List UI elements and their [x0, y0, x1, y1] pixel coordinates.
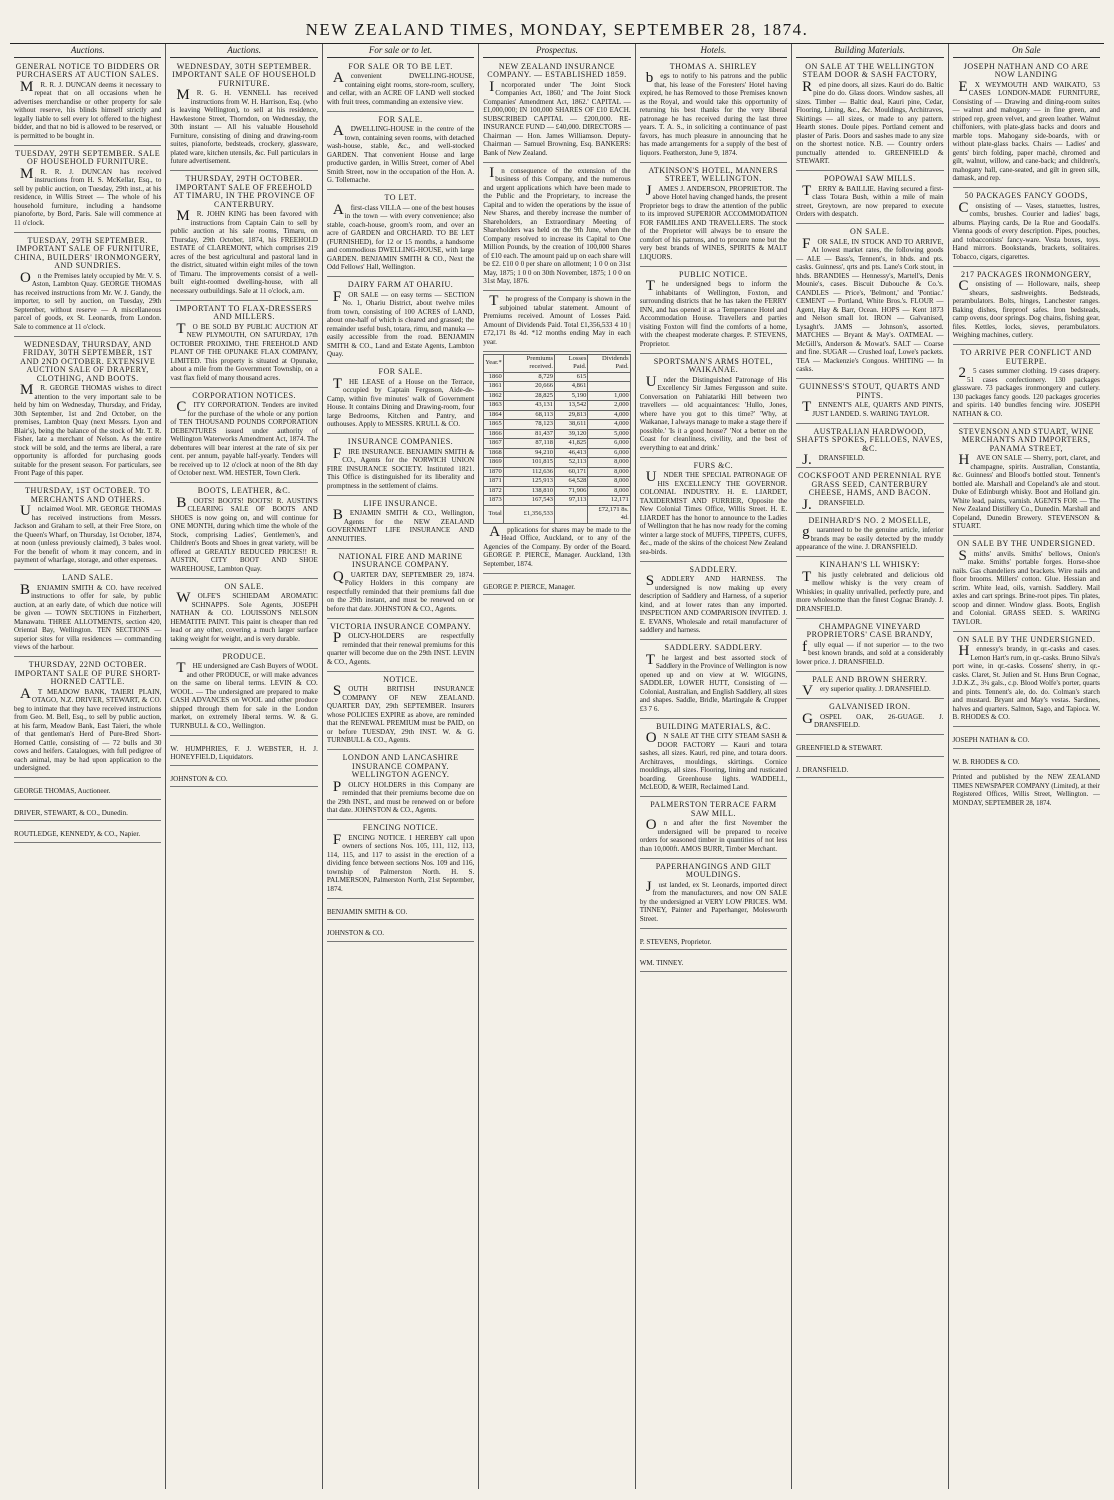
advertisement [796, 701, 943, 735]
advertisement [483, 61, 630, 163]
column-heading: Auctions. [170, 44, 317, 58]
ad-body: QUARTER DAY, SEPTEMBER 29, 1874. Policy Holders in this company are respectfully reminded that their premiums fall due on the 29th instant, and must be renewed on or before that date. JOHNSTON & CO., Agents. [326, 568, 475, 613]
table-cell: 1863 [484, 401, 504, 411]
advertisement [14, 339, 161, 484]
ad-title: LAND SALE. [62, 573, 114, 582]
advertisement [953, 61, 1100, 189]
ad-title: TO LET. [384, 193, 417, 202]
advertisement [796, 381, 943, 424]
table-cell: 94,210 [503, 448, 554, 458]
advertisement [640, 165, 787, 267]
ad-title: ON SALE BY THE UNDERSIGNED. [957, 634, 1096, 644]
table-cell: £72,171 8s. 4d. [588, 505, 630, 523]
table-row [484, 477, 630, 487]
table-cell: 68,113 [503, 410, 554, 420]
table-cell: 5,190 [555, 391, 588, 401]
advertisement [14, 659, 161, 778]
table-row [484, 448, 630, 458]
ad-body: BOOTS! BOOTS! BOOTS! R. AUSTIN'S CLEARING SALE OF BOOTS AND SHOES is now going on, and will continue for ONE MONTH, during which time the whole of the Stock, comprising Ladies', Gentlemen's, and Children's Boots and Shoes in great variety, will be offered at GREATLY REDUCED PRICES!! R. AUSTIN, CITY BOOT AND SHOE WAREHOUSE, Lambton Quay. [170, 494, 318, 573]
advertisement [14, 485, 161, 570]
signature: JOHNSTON & CO. [170, 773, 317, 788]
ad-body: GOSPEL OAK, 26-GUAGE. J. DRANSFIELD. [802, 710, 944, 729]
advertisement [640, 356, 787, 458]
signature: ROUTLEDGE, KENNEDY, & CO., Napier. [14, 828, 161, 843]
ad-title: SADDLERY. [689, 564, 738, 574]
table-cell: 4,861 [555, 382, 588, 392]
advertisement [327, 192, 474, 277]
advertisement [170, 173, 317, 301]
table-cell: 8,000 [588, 467, 630, 477]
advertisement [640, 642, 787, 719]
ad-title: PALE AND BROWN SHERRY. [812, 674, 928, 684]
table-cell: 12,171 [588, 496, 630, 506]
ad-title: WEDNESDAY, THURSDAY, AND FRIDAY, 30TH SEPTEMBER, 1ST AND 2ND OCTOBER. EXTENSIVE AUCTION SALE OF DRAPERY, CLOTHING, AND BOOTS. [20, 339, 156, 383]
ad-body: Consisting of — Holloware, nails, sheep shears, sashweights. Bedsteads, perambulators. Bolts, hinges, Lanchester ranges. Baking dishes, fireproof safes. Iron bedsteads, camp ovens, door springs. Dog chains, fishing gear, files. Kettles, locks, sieves, perambulators. Weighing machines, cutlery. [952, 278, 1100, 339]
ad-title: ON SALE BY THE UNDERSIGNED. [957, 539, 1096, 548]
column-4 [478, 44, 634, 1489]
table-cell: 78,123 [503, 420, 554, 430]
advertisement [327, 674, 474, 751]
ad-body: The undersigned begs to inform the inhabitants of Wellington, Foxton, and surrounding districts that he has taken the FERRY INN, and has opened it as a Temperance Hotel and Accommodation House. Travellers and parties visiting Foxton will find the comforts of a home, with the cheapest moderate charges. P. STEVENS, Proprietor. [639, 278, 788, 348]
table-cell: 167,543 [503, 496, 554, 506]
advertisement [953, 426, 1100, 537]
table-cell: 138,810 [503, 486, 554, 496]
advertisement [953, 538, 1100, 632]
advertisement [640, 721, 787, 798]
signature: WM. TINNEY. [640, 957, 787, 972]
ad-body: BENJAMIN SMITH & CO. have received instructions to offer for sale, by public auction, at an early date, of which due notice will be given — TOWN SECTIONS in Fitzherbert, Manawatu. THREE ALLOTMENTS, section 420, Oriental Bay, Wellington. TEN SECTIONS — superior sites for villa residences — commanding views of the harbour. [14, 581, 162, 651]
table-cell [555, 505, 588, 523]
ad-body: FOR SALE — on easy terms — SECTION No. 1, Ohariu District, about twelve miles from town, consisting of 100 ACRES of LAND, about one-half of which is cleared and grassed; the remainder useful bush, totara, rimu, and manuka — easily accessible from the road. BENJAMIN SMITH & CO., Land and Estate Agents, Lambton Quay. [326, 288, 475, 358]
column-3 [322, 44, 478, 1489]
table-cell: Total [484, 505, 504, 523]
table-cell: 38,611 [555, 420, 588, 430]
signature: GEORGE P. PIERCE, Manager. [483, 581, 630, 596]
ad-body: The progress of the Company is shown in the subjoined tabular statement. Amount of Premiums received. Amount of Losses Paid. Amount of Dividends Paid. Total £1,356,533 4 10 | £72,171 8s 4d. *12 months ending May in each year. [483, 293, 631, 346]
table-cell: 71,906 [555, 486, 588, 496]
table-cell: 6,000 [588, 448, 630, 458]
ad-body: Under the Distinguished Patronage of His Excellency Sir James Fergusson and suite. Conversation on Pahiatariki Hill between two travellers — old acquaintances: 'Hullo, Jones, where have you got to this time?' 'Why, at Waikanae, I always manage to make a stage there if possible.' 'Is it a good house?' 'Not a better on the Coast for cleanliness, civility, and the best of everything to eat and drink.' [639, 373, 788, 452]
ad-body: Very superior quality. J. DRANSFIELD. [802, 683, 931, 699]
ad-body: TO BE SOLD BY PUBLIC AUCTION AT NEW PLYMOUTH, ON SATURDAY, 17th OCTOBER PROXIMO, THE FREEHOLD AND PLANT OF THE OPUNAKE FLAX COMPANY, LIMITED. This property is situated at Opunake, about a mile from the Government Township, on a vast flax field of many thousand acres. [170, 320, 318, 382]
ad-body: Aconvenient DWELLING-HOUSE, containing eight rooms, store-room, scullery, and cellar, with an ACRE OF LAND well stocked with fruit trees, commanding an extensive view. [326, 70, 475, 106]
ad-body: FOR SALE, IN STOCK AND TO ARRIVE, At lowest market rates, the following goods — ALE — Bass's, Tennent's, in hhds. and pts. casks. Guinness', qrts and pts. Lane's Cork stout, in hhds. BRANDIES — Hennessy's, Martell's, Denis Mounie's, cases. Biscuit Dubouche & Co.'s. CANDLES — Price's, 'Belmont,' and 'Pontiac.' CEMENT — Portland, White Bros.'s. FLOUR — Agent, Hay & Barr, Ocean. HOPS — Kent 1873 and Nelson small lot. IRON — Galvanised, Lysaght's. JAMS — Johnson's, assorted. MATCHES — Bryant & May's. OATMEAL — McGill's, Anderson & Mowat's. SALT — Coarse and fine. SUGAR — Crushed loaf, Lowe's packets. TEA — Mackenzie's Congous. WHITING — In casks. [796, 235, 944, 373]
ad-title: PAPERHANGINGS AND GILT MOULDINGS. [655, 861, 772, 879]
table-cell: 4,000 [588, 420, 630, 430]
ad-title: PRODUCE. [222, 651, 266, 661]
ad-body: Hennessy's brandy, in qr.-casks and cases. Lemon Hart's rum, in qr.-casks. Bruno Silva's port wine, in qr.-casks. Cossens' sherry, in qr.-casks. Claret, St. Julien and St. Huns Brun Cognac, J.D.K.Z., 3¼ gals., c.p. Blood Wolfe's porter, quarts and pints. Tennent's ale, do. do. Colman's starch and mustard. Bryant and May's vestas. Sardines, halves and quarters. Salmon, Sago, and Tapioca. W. B. RHODES & CO. [952, 643, 1100, 721]
ad-title: 50 PACKAGES FANCY GOODS, [964, 191, 1088, 200]
ad-body: POLICY-HOLDERS are respectfully reminded that their renewal premiums for this quarter will become due on the 29th INST. LEVIN & CO., Agents. [326, 630, 475, 666]
ad-title: GALVANISED IRON. [829, 702, 911, 711]
table-cell: 1869 [484, 458, 504, 468]
ad-title: STEVENSON AND STUART, WINE MERCHANTS AND IMPORTERS, PANAMA STREET, [958, 426, 1094, 453]
ad-title: AUSTRALIAN HARDWOOD, SHAFTS SPOKES, FELLOES, NAVES, &C. [796, 426, 944, 453]
ad-body: JAMES J. ANDERSON, PROPRIETOR. The above Hotel having changed hands, the present Proprietor begs to draw the attention of the public to its improved SUPERIOR ACCOMMODATION FOR FAMILIES AND TRAVELLERS. The stock of the Proprietor will always be to ensure the comfort of his patrons, and to procure none but the very best brands of WINES, SPIRITS & MALT LIQUORS. [639, 182, 788, 261]
table-cell: 8,000 [588, 458, 630, 468]
table-cell: 97,113 [555, 496, 588, 506]
advertisement [327, 498, 474, 549]
ad-title: THURSDAY, 22ND OCTOBER. IMPORTANT SALE OF PURE SHORT-HORNED CATTLE. [14, 660, 161, 686]
ad-body: THE undersigned are Cash Buyers of WOOL and other PRODUCE, or will make advances on the same on liberal terms. LEVIN & CO. WOOL. — The undersigned are prepared to make CASH ADVANCES on WOOL and other produce shipped through them for sale in the London market, on extremely liberal terms. W. & G. TURNBULL & CO., Wellington. [170, 660, 318, 730]
advertisement [327, 822, 474, 899]
table-cell: 8,000 [588, 477, 630, 487]
ad-title: NEW ZEALAND INSURANCE COMPANY. — ESTABLISHED 1859. [487, 61, 627, 79]
table-cell: 615 [555, 372, 588, 382]
table-row [484, 467, 630, 477]
ad-title: LIFE INSURANCE. [363, 498, 438, 508]
imprint-footer: Printed and published by the NEW ZEALAND TIMES NEWSPAPER COMPANY (Limited), at their Registered Offices, Willis Street, Wellington. — MONDAY, SEPTEMBER 28, 1874. [952, 774, 1100, 807]
advertisement [796, 426, 943, 469]
advertisement [327, 114, 474, 191]
table-row [484, 410, 630, 420]
ad-body: MR. G. H. VENNELL has received instructions from W. H. Harrison, Esq. (who is leaving Wellington), to sell at his residence, Hawkestone Street, Thorndon, on Wednesday, the 30th instant — All his valuable Household Furniture, consisting of dining and drawing-room suites, pianoforte, bedsteads, crockery, glassware, plated ware, kitchen utensils, &c. Full particulars in future advertisement. [170, 87, 318, 165]
ad-title: VICTORIA INSURANCE COMPANY. [329, 621, 472, 631]
table-cell: 1862 [484, 391, 504, 401]
ad-body: AT MEADOW BANK, TAIERI PLAIN, OTAGO, N.Z. DRIVER, STEWART, & CO. beg to intimate that they have received instructions from Geo. M. Bell, Esq., to sell by public auction, at his farm, Meadow Bank, East Taieri, the whole of that gentleman's Herd of Pure-Bred Short-Horned Cattle, consisting of — 72 bulls and 30 cows and heifers. Catalogues, with full pedigree of each animal, may be had upon application to the undersigned. [14, 685, 162, 772]
table-header: Year.* [484, 354, 504, 372]
table-cell: 41,825 [555, 439, 588, 449]
ad-body: FIRE INSURANCE. BENJAMIN SMITH & CO., Agents for the NORWICH UNION FIRE INSURANCE SOCIETY. Instituted 1821. This Office is distinguished for its liberality and promptness in the settlement of claims. [326, 445, 475, 490]
newspaper-page [10, 6, 1104, 1490]
advertisement [796, 61, 943, 172]
ad-title: DEINHARD'S NO. 2 MOSELLE, [808, 515, 932, 525]
ad-body: UNDER THE SPECIAL PATRONAGE OF HIS EXCELLENCY THE GOVERNOR. COLONIAL INDUSTRY. H. E. LIARDET, TAXIDERMIST AND FURRIER, Opposite the New Colonial Times Office, Willis Street. H. E. LIARDET has the honor to announce to the Ladies of Wellington that he has now ready for the coming winter a large stock of MUFFS, TIPPETS, CUFFS, &c., made of the skins of the choicest New Zealand sea-birds. [639, 469, 788, 556]
advertisement [170, 651, 317, 736]
table-cell: 1865 [484, 420, 504, 430]
advertisement [327, 366, 474, 434]
table-row [484, 486, 630, 496]
column-1 [10, 44, 165, 1489]
signature: JOHNSTON & CO. [327, 927, 474, 942]
ad-title: DAIRY FARM AT OHARIU. [347, 280, 454, 289]
ad-body: ON SALE AT THE CITY STEAM SASH & DOOR FACTORY — Kauri and totara sashes, all sizes. Kauri, red pine, and totara doors. Architraves, mouldings, skirtings. Cornice mouldings, all sizes. Flooring, lining and rusticated boarding. Greenhouse lights. WADDELL, McLEOD, & WEIR, Reclaimed Land. [639, 730, 788, 791]
ad-body: FENCING NOTICE. I HEREBY call upon owners of sections Nos. 105, 111, 112, 113, 114, 115, and 117 to assist in the erection of a dividing fence between sections Nos. 109 and 116, township of Palmerston North. H. S. PALMERSON, Palmerston North, 21st September, 1874. [326, 831, 475, 893]
advertisement [953, 634, 1100, 728]
column-heading: For sale or to let. [327, 44, 474, 58]
table-row [484, 420, 630, 430]
table-cell: £1,356,533 [503, 505, 554, 523]
advertisement [640, 861, 787, 929]
ad-body: TENNENT'S ALE, QUARTS AND PINTS, JUST LANDED. S. WARING TAYLOR. [802, 399, 944, 418]
table-cell: 64,528 [555, 477, 588, 487]
table-row [484, 401, 630, 411]
ad-body: Unclaimed Wool. MR. GEORGE THOMAS has received instructions from Messrs. Jackson and Graham to sell, at their Free Store, on the Queen's Wharf, on Thursday, 1st October, 1874, at noon (unless previously claimed), 3 bales wool. For the benefit of whom it may concern, and in payment of wharfage, storage, and other expenses. [14, 503, 162, 564]
table-cell: 87,118 [503, 439, 554, 449]
column-heading: Building Materials. [796, 44, 943, 58]
table-row [484, 496, 630, 506]
ad-title: NATIONAL FIRE AND MARINE INSURANCE COMPANY. [338, 551, 463, 569]
table-cell: 1870 [484, 467, 504, 477]
table-cell: 4,000 [588, 410, 630, 420]
ad-title: ATKINSON'S HOTEL, MANNERS STREET, WELLINGTON. [648, 165, 779, 183]
masthead [10, 6, 1104, 44]
advertisement [953, 269, 1100, 346]
ad-title: 217 PACKAGES IRONMONGERY, [960, 269, 1092, 279]
table-cell: 1867 [484, 439, 504, 449]
table-cell: 1873 [484, 496, 504, 506]
advertisement [796, 173, 943, 224]
ad-body: POLICY HOLDERS in this Company are reminded that their premiums become due on the 29th INST., and must be renewed on or before that date. JOHNSTON & CO., Agents. [326, 778, 475, 814]
advertisement [953, 190, 1100, 267]
masthead-title: NEW ZEALAND TIMES, MONDAY, SEPTEMBER 28, 1874. [305, 20, 809, 39]
signature: DRIVER, STEWART, & CO., Dunedin. [14, 807, 161, 822]
advertisement [327, 279, 474, 364]
signature: BENJAMIN SMITH & CO. [327, 906, 474, 921]
table-cell: 29,813 [555, 410, 588, 420]
table-cell: 8,000 [588, 486, 630, 496]
table-cell: 2,000 [588, 401, 630, 411]
advertisement [170, 303, 317, 388]
ad-body: J.DRANSFIELD. [802, 496, 865, 513]
ad-title: COCKSFOOT AND PERENNIAL RYE GRASS SEED, CANTERBURY CHEESE, HAMS, AND BACON. [798, 471, 942, 497]
table-cell: 6,000 [588, 439, 630, 449]
table-cell: 60,171 [555, 467, 588, 477]
advertisement [483, 293, 630, 352]
progress-table [483, 354, 630, 524]
advertisement [327, 61, 474, 112]
ad-title: BOOTS, LEATHER, &C. [197, 486, 291, 495]
table-header: Premiums received. [503, 354, 554, 372]
advertisement [327, 551, 474, 619]
table-cell: 43,131 [503, 401, 554, 411]
ad-title: FURS &C. [693, 460, 734, 470]
table-cell: 8,729 [503, 372, 554, 382]
ad-title: GENERAL NOTICE TO BIDDERS OR PURCHASERS AT AUCTION SALES. [15, 61, 160, 79]
ad-title: TO ARRIVE PER CONFLICT AND EUTERPE. [960, 348, 1092, 366]
ad-title: TUESDAY, 29TH SEPTEMBER. SALE OF HOUSEHOLD FURNITURE. [15, 148, 161, 166]
advertisement [170, 61, 317, 172]
table-row [484, 439, 630, 449]
advertisement [327, 436, 474, 496]
ad-title: NOTICE. [383, 674, 418, 684]
ad-body: This justly celebrated and delicious old mellow whisky is the very cream of Whiskies; in quality unrivalled, perfectly pure, and more wholesome than the finest Cognac Brandy. J. DRANSFIELD. [796, 568, 944, 613]
ad-body: Just landed, ex St. Leonards, imported direct from the manufacturers, and now ON SALE by the undersigned at VERY LOW PRICES. WM. TINNEY, Painter and Paperhanger, Molesworth Street. [639, 878, 788, 923]
ad-body: EX WEYMOUTH AND WAIKATO, 53 CASES LONDON-MADE FURNITURE, Consisting of — Drawing and dining-room suites — walnut and mahogany — in fine green, and striped rep, green velvet, and green leather. Walnut chiffoniers, with plate-glass backs and doors and marble tops. Mahogany side-boards, with or without plate-glass backs. Chairs — Ladies' and gents' birch folding, paper machè, chromed and gilt, walnut, willow, and cane-back; and children's, mahogany hall, cane-seated, and gilt in green silk, damask, and rep. [952, 78, 1100, 182]
ad-title: THOMAS A. SHIRLEY [669, 61, 758, 71]
ad-body: Applications for shares may be made to the Head Office, Auckland, or to any of the Agencies of the Company. By order of the Board. GEORGE P. PIERCE, Manager. Auckland, 13th September, 1874. [483, 523, 631, 568]
ad-body: On and after the first November the undersigned will be prepared to receive orders for seasoned timber in quantities of not less than 10,000ft. AMOS BURR, Timber Merchant. [639, 817, 788, 853]
table-row [484, 391, 630, 401]
advertisement [14, 235, 161, 337]
table-cell [588, 382, 630, 392]
table-cell: 39,120 [555, 429, 588, 439]
table-row [484, 505, 630, 523]
ad-title: JOSEPH NATHAN AND CO ARE NOW LANDING [963, 61, 1089, 79]
table-cell: 13,542 [555, 401, 588, 411]
table-row [484, 372, 630, 382]
ad-body: 25 cases summer clothing. 19 cases drapery. 51 cases confectionery. 130 packages glassware. 73 packages ironmongery and cutlery. 130 packages fancy goods. 120 packages groceries and spirits. 140 bundles fencing wire. JOSEPH NATHAN & CO. [952, 365, 1100, 418]
advertisement [796, 470, 943, 513]
ad-body: Smiths' anvils. Smiths' bellows, Onion's make. Smiths' portable forges. Horse-shoe nails. Gas chandeliers and brackets. Wire nails and floor brooms. Millers' cotton. Glue. Hessian and scrim. White lead, oils, varnish. Saddlery. Mail axles and cart springs. Brine-root pipes. Tin plates, scoop and dinner. Window glass. Boots, English and Colonial. GRASS SEED. S. WARING TAYLOR. [952, 547, 1100, 626]
ad-title: SPORTSMAN'S ARMS HOTEL, WAIKANAE. [653, 356, 774, 374]
advertisement [796, 674, 943, 700]
ad-title: ON SALE AT THE WELLINGTON STEAM DOOR & SASH FACTORY, [802, 61, 938, 79]
table-cell: 1872 [484, 486, 504, 496]
table-cell: 1868 [484, 448, 504, 458]
column-heading: Hotels. [640, 44, 787, 58]
table-cell: 125,913 [503, 477, 554, 487]
ad-body: MR. GEORGE THOMAS wishes to direct attention to the very important sale to be held by him on Wednesday, Thursday, and Friday, 30th September, 1st and 2nd October, on the premises, Lambton Quay (next Messrs. Lyon and Blair's), being the balance of the stock of Mr. T. R. Fisher, late a merchant of Nelson. As the entire stock will be sold, and the terms are liberal, a rare opportunity is afforded for purchasing goods suitable for the present season. For particulars, see Front Page of this paper. [14, 382, 162, 477]
advertisement [796, 559, 943, 619]
advertisement [796, 621, 943, 672]
ad-body: THE LEASE of a House on the Terrace, occupied by Captain Ferguson, Aide-de-Camp, within five minutes' walk of Government House. It contains Dining and Drawing-room, four large Bedrooms, Kitchen and Pantry, and outhouses. Apply to MESSRS. KRULL & CO. [326, 375, 475, 428]
ad-body: CITY CORPORATION. Tenders are invited for the purchase of the whole or any portion of TEN THOUSAND POUNDS CORPORATION DEBENTURES issued under authority of Wellington Waterworks Amendment Act, 1874. The debentures will bear interest at the rate of six per cent. per annum, payable half-yearly. Tenders will be received up to 12 o'clock at noon of the 8th day of October next. WM. HESTER, Town Clerk. [170, 399, 318, 477]
ad-body: begs to notify to his patrons and the public that, his lease of the Foresters' Hotel having expired, he has Removed to those Premises known as the Royal, and would take this opportunity of returning his best thanks for the very liberal patronage he has received during the last three years. T. A. S., in soliciting a continuance of past favors, has much pleasure in announcing that he has made arrangements for a supply of the best of liquors. Featherston, June 9, 1874. [639, 70, 788, 157]
ad-title: FENCING NOTICE. [362, 823, 439, 832]
ad-title: TUESDAY, 29TH SEPTEMBER. IMPORTANT SALE OF FURNITURE, CHINA, BUILDERS' IRONMONGERY, AND SUNDRIES. [14, 235, 162, 270]
ad-body: J.DRANSFIELD. [802, 452, 865, 468]
advertisement [953, 347, 1100, 424]
advertisement [640, 460, 787, 562]
table-cell: 101,815 [503, 458, 554, 468]
table-header: Losses Paid. [555, 354, 588, 372]
table-cell: 52,113 [555, 458, 588, 468]
ad-body: In consequence of the extension of the business of this Company, and the numerous and urgent applications which have been made to the Public and the Proprietary, to increase the Capital and to widen the operations by the issue of New Shares, and thereby increase the number of Shareholders, an Extraordinary Meeting of Shareholders was held on the 9th June, when the Company resolved to increase its Capital to One Million Pounds, by the creation of 100,000 Shares of £10 each. The amount paid up on each share will be £2. £10 0 0 per share on allotment; 1 0 0 on 31st May, 1875; 1 0 0 on 30th November, 1875; 1 0 0 on 31st May, 1876. [483, 164, 631, 285]
ad-title: PALMERSTON TERRACE FARM SAW MILL. [650, 800, 777, 818]
ad-title: INSURANCE COMPANIES. [347, 437, 454, 446]
ad-body: SOUTH BRITISH INSURANCE COMPANY OF NEW ZEALAND. QUARTER DAY, 29th SEPTEMBER. Insurers whose POLICIES EXPIRE as above, are reminded that the RENEWAL PREMIUM must be PAID, on or before TUESDAY, 29th INST. W. & G. TURNBULL & CO., Agents. [326, 683, 475, 744]
advertisement [640, 269, 787, 354]
advertisement [327, 752, 474, 820]
table-cell: 1,000 [588, 391, 630, 401]
column-heading: Prospectus. [483, 44, 630, 58]
ad-body: Incorporated under 'The Joint Stock Companies Act, 1860,' and 'The Joint Stock Companies' Amendment Act, 1862.' CAPITAL — £1,000,000; IN 100,000 SHARES OF £10 EACH. SUBSCRIBED CAPITAL — £200,000. RE-INSURANCE FUND — £40,000. DIRECTORS — Chairman — Hon. James Williamson. Deputy-Chairman — Samuel Browning, Esq. BANKERS: Bank of New Zealand. [483, 78, 631, 157]
table-header: Dividends Paid. [588, 354, 630, 372]
column-5 [635, 44, 791, 1489]
ad-title: THURSDAY, 29TH OCTOBER. IMPORTANT SALE OF FREEHOLD AT TIMARU, IN THE PROVINCE OF CANTERBURY. [173, 174, 315, 209]
signature: W. B. RHODES & CO. [953, 756, 1100, 771]
ad-title: WEDNESDAY, 30TH SEPTEMBER. IMPORTANT SALE OF HOUSEHOLD FURNITURE. [172, 61, 317, 88]
ad-title: CHAMPAGNE VINEYARD PROPRIETORS' CASE BRANDY, [806, 621, 933, 639]
advertisement [170, 581, 317, 649]
ad-body: MR. JOHN KING has been favored with instructions from Captain Cain to sell by public auction at his sale rooms, Timaru, on Thursday, 29th October, 1874, his FREEHOLD ESTATE of CLAREMONT, which comprises 219 acres of the best agricultural and pastoral land in the district, situated within eight miles of the town of Timaru. The improvements consist of a well-built eight-roomed dwelling-house, with all necessary outbuildings. Sale at 11 o'clock, a.m. [170, 208, 318, 295]
column-6 [791, 44, 947, 1489]
ad-title: ON SALE. [224, 581, 264, 591]
column-heading: Auctions. [14, 44, 161, 58]
ad-title: GUINNESS'S STOUT, QUARTS AND PINTS. [799, 382, 941, 400]
ad-title: PUBLIC NOTICE. [679, 269, 748, 279]
table-cell: 46,413 [555, 448, 588, 458]
ad-body: The largest and best assorted stock of Saddlery in the Province of Wellington is now opened up and on view at W. WIGGINS, SADDLER, LOWER HUTT, Consisting of — Colonial, Australian, and English Saddlery, all sizes and shapes. Saddle, Bridle, Martingale & Crupper £3 7 6. [639, 651, 788, 713]
table-cell: 1866 [484, 429, 504, 439]
table-row [484, 382, 630, 392]
advertisement [14, 61, 161, 146]
column-7 [948, 44, 1104, 1489]
advertisement [170, 390, 317, 484]
ad-title: BUILDING MATERIALS, &C. [656, 721, 771, 731]
advertisement [14, 572, 161, 657]
signature: GEORGE THOMAS, Auctioneer. [14, 785, 161, 800]
ad-title: LONDON AND LANCASHIRE INSURANCE COMPANY. WELLINGTON AGENCY. [342, 753, 459, 779]
table-cell: 1860 [484, 372, 504, 382]
table-row [484, 458, 630, 468]
ad-body: HAVE ON SALE — Sherry, port, claret, and champagne, spirits. Australian, Constantia, &c. Guinness' and Blood's bottled stout. Tennent's bottled ale. Marshall and Copeland's ale and stout. Duke of Edinburgh whisky. Boot and Holland gin. White lead, paints, varnish. AGENTS FOR — The New Zealand Distillery Co., Dunedin. Marshall and Copeland, Dunedin Brewery. STEVENSON & STUART. [952, 452, 1100, 530]
ad-body: MR. R. J. DUNCAN deems it necessary to repeat that on all occasions when he advertises merchandise or other property for sale without reserve, his blinds himself strictly and legally liable to sell every lot offered to the highest bidder, and that no bid is allowed to be reserved, or is permitted to be bought in. [14, 78, 162, 140]
ad-body: Afirst-class VILLA — one of the best houses in the town — with every convenience; also stable, coach-house, groom's room, and over an acre of GARDEN and ORCHARD. TO BE LET (FURNISHED), for 12 or 15 months, a handsome and commodious DWELLING-HOUSE, with large GARDEN. BENJAMIN SMITH & CO., Next the Odd Fellows' Hall, Wellington. [326, 201, 475, 271]
table-cell: 81,437 [503, 429, 554, 439]
ad-body: On the Premises lately occupied by Mr. V. S. Aston, Lambton Quay. GEORGE THOMAS has received instructions from Mr. W. J. Gandy, the importer, to sell by auction, on Tuesday, 29th September, without reserve — A miscellaneous parcel of goods, ex St. Leonards, from London. Sale to commence at 11 o'clock. [14, 269, 162, 331]
ad-title: ON SALE. [850, 227, 890, 236]
ad-body: TERRY & BAILLIE. Having secured a first-class Totara Bush, within a mile of main street, Greytown, are now prepared to execute Orders with despatch. [796, 182, 944, 218]
table-cell: 20,666 [503, 382, 554, 392]
table-row [484, 429, 630, 439]
advertisement [483, 165, 630, 292]
advertisement [327, 621, 474, 672]
table-cell: 28,825 [503, 391, 554, 401]
signature: J. DRANSFIELD. [796, 764, 943, 779]
ad-title: THURSDAY, 1ST OCTOBER. TO MERCHANTS AND OTHERS. [25, 486, 151, 504]
ad-body: WOLFE'S SCHIEDAM AROMATIC SCHNAPPS. Sole Agents, JOSEPH NATHAN & CO. LOUISSON'S NELSON HEMATITE PAINT. This paint is cheaper than red lead or any other, covering a much larger surface taking weight for weight, and is very durable. [170, 590, 318, 643]
advertisement [796, 515, 943, 558]
ad-title: CORPORATION NOTICES. [192, 390, 297, 400]
ad-body: BENJAMIN SMITH & CO., Wellington, Agents for the NEW ZEALAND GOVERNMENT LIFE INSURANCE AND ANNUITIES. [326, 507, 475, 543]
ad-body: fully equal — if not superior — to the two best known brands, and sold at a considerably lower price. J. DRANSFIELD. [796, 638, 944, 666]
ad-body: ADWELLING-HOUSE in the centre of the town, containing seven rooms, with detached wash-house, stable, &c., and well-stocked GARDEN. That convenient House and large productive garden, in Willis Street, corner of Abel Smith Street, now in the occupation of the Hon. A. G. Tollemache. [326, 123, 475, 184]
table-cell: 1871 [484, 477, 504, 487]
column-2 [165, 44, 321, 1489]
ad-body: Consisting of — Vases, statuettes, lustres, combs, brushes. Courier and ladies' bags, albums. Playing cards, De la Rue and Goodall's. Vienna goods of every description. Pipes, pouches, and tobacconists' fancy-ware. Vesta boxes, toys. Hand mirrors. Bookstands, brackets, solitaires. Tobacco, cigars, cigarettes. [952, 199, 1100, 261]
signature: W. HUMPHRIES, F. J. WEBSTER, H. J. HONEYFIELD, Liquidators. [170, 743, 317, 766]
ad-title: IMPORTANT TO FLAX-DRESSERS AND MILLERS. [176, 303, 313, 321]
ad-title: FOR SALE. [378, 114, 423, 124]
table-cell: 5,000 [588, 429, 630, 439]
ad-title: FOR SALE. [378, 367, 423, 376]
advertisement [640, 799, 787, 859]
advertisement [640, 61, 787, 163]
signature: P. STEVENS, Proprietor. [640, 936, 787, 951]
advertisement [14, 148, 161, 233]
ad-body: Red pine doors, all sizes. Kauri do do. Baltic pine do do. Glass doors. Window sashes, all sizes. Timber — Baltic deal, Kauri pine, Cedar, Flooring, Lining, &c., &c. Mouldings, Architraves, Skirtings — all sizes, or made to any pattern. Hearth stones. Doule pipes. Portland cement and plaster of Paris. Doors and sashes made to any size on the shortest notice. N.B. — Country orders punctually attended to. GREENFIELD & STEWART. [796, 78, 944, 165]
table-cell: 112,636 [503, 467, 554, 477]
ad-title: KINAHAN'S LL WHISKY: [819, 560, 920, 569]
table-cell: 1864 [484, 410, 504, 420]
ad-body: guaranteed to be the genuine article, inferior brands may be easily detected by the muddy appearance of the wine. J. DRANSFIELD. [796, 524, 944, 551]
advertisement [483, 524, 630, 574]
table-cell: 1861 [484, 382, 504, 392]
columns-container [10, 44, 1104, 1489]
ad-body: MR. R. J. DUNCAN has received instructions from H. S. McKellar, Esq., to sell by public auction, on Tuesday, 29th inst., at his residence, in Willis Street — The whole of his household furniture, including a handsome pianoforte, by Bord, Paris. Sale will commence at 11 o'clock. [14, 165, 162, 227]
ad-body: SADDLERY AND HARNESS. The undersigned is now making up every description of Saddlery and Harness, of a superior kind, and at lower rates than any imported. INSPECTION AND COMPARISON INVITED. J. E. EVANS, Wholesale and retail manufacturer of saddlery and harness. [639, 573, 788, 634]
ad-title: SADDLERY. SADDLERY. [664, 643, 763, 652]
advertisement [796, 226, 943, 379]
ad-title: FOR SALE OR TO BE LET. [348, 61, 453, 71]
table-cell [588, 372, 630, 382]
signature: JOSEPH NATHAN & CO. [953, 734, 1100, 749]
column-heading: On Sale [953, 44, 1100, 58]
signature: GREENFIELD & STEWART. [796, 742, 943, 757]
advertisement [640, 564, 787, 641]
ad-title: POPOWAI SAW MILLS. [824, 174, 916, 183]
advertisement [170, 485, 317, 579]
